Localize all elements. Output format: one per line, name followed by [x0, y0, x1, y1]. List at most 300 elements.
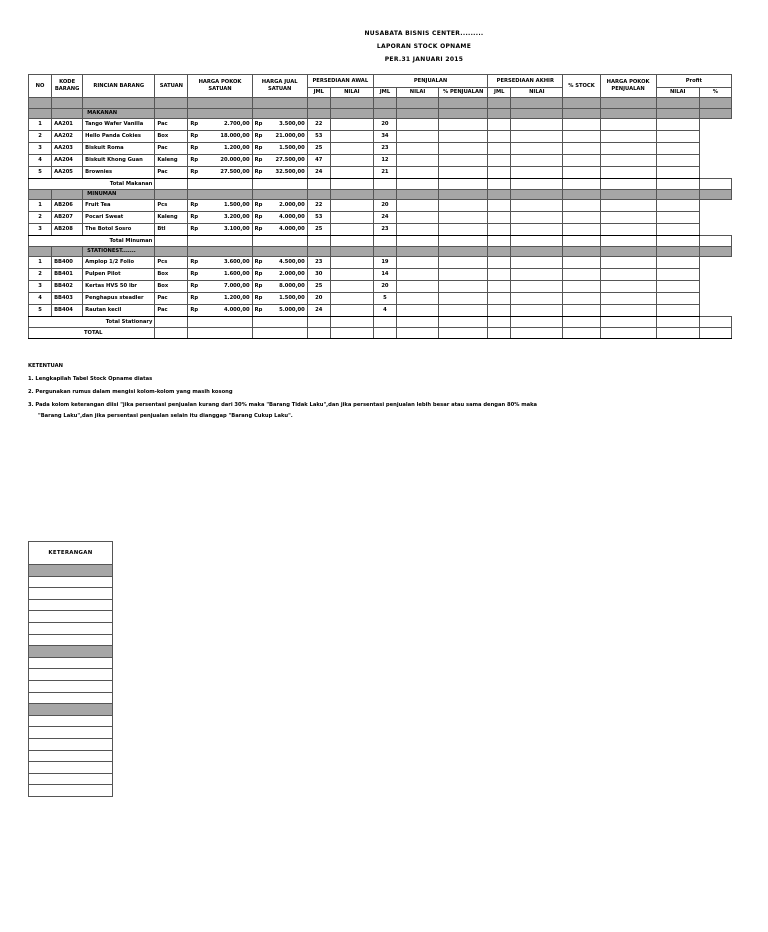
total-cell[interactable] — [656, 179, 699, 190]
keterangan-cell[interactable] — [29, 762, 113, 774]
section-cell — [600, 247, 656, 257]
total-cell[interactable] — [252, 179, 307, 190]
keterangan-cell[interactable] — [29, 715, 113, 727]
total-cell[interactable] — [396, 328, 438, 339]
row-jml-jual: 14 — [373, 269, 396, 281]
row-no: 1 — [29, 119, 52, 131]
row-empty-cell[interactable] — [656, 131, 699, 143]
row-satuan: Kaleng — [155, 212, 188, 224]
keterangan-cell[interactable] — [29, 750, 113, 762]
harga-pokok-value: 3.100,00 — [223, 226, 250, 232]
section-cell — [252, 190, 307, 200]
row-empty-cell[interactable] — [488, 305, 511, 317]
currency-label: Rp — [190, 271, 199, 277]
row-empty-cell[interactable] — [488, 119, 511, 131]
row-jml-awal: 22 — [307, 200, 330, 212]
harga-jual-value: 3.500,00 — [279, 121, 305, 127]
row-empty-cell[interactable] — [488, 131, 511, 143]
total-cell[interactable] — [307, 328, 330, 339]
col-profit-pct: % — [699, 88, 731, 98]
row-empty-cell[interactable] — [511, 269, 563, 281]
row-no: 3 — [29, 224, 52, 236]
total-cell[interactable] — [330, 328, 373, 339]
currency-label: Rp — [254, 169, 263, 175]
row-empty-cell[interactable] — [439, 200, 488, 212]
row-empty-cell[interactable] — [439, 269, 488, 281]
total-cell[interactable] — [563, 328, 600, 339]
total-cell[interactable] — [439, 317, 488, 328]
row-nilai-awal[interactable] — [330, 224, 373, 236]
row-empty-cell[interactable] — [511, 143, 563, 155]
col-harga-pokok: HARGA POKOK SATUAN — [188, 75, 252, 98]
row-empty-cell[interactable] — [563, 257, 600, 269]
row-empty-cell[interactable] — [563, 281, 600, 293]
row-nama: Biskuit Khong Guan — [83, 155, 155, 167]
row-empty-cell[interactable] — [488, 269, 511, 281]
row-harga-jual — [252, 305, 307, 317]
currency-label: Rp — [190, 259, 199, 265]
row-empty-cell[interactable] — [396, 167, 438, 179]
total-cell[interactable] — [563, 317, 600, 328]
keterangan-cell[interactable] — [29, 680, 113, 692]
total-cell[interactable] — [307, 236, 330, 247]
row-nilai-awal[interactable] — [330, 281, 373, 293]
col-pct-stock: % STOCK — [563, 75, 600, 98]
harga-pokok-value: 3.600,00 — [223, 259, 250, 265]
row-empty-cell[interactable] — [396, 200, 438, 212]
section-cell — [656, 190, 699, 200]
total-cell[interactable] — [188, 236, 252, 247]
total-cell[interactable] — [699, 317, 731, 328]
harga-jual-value: 21.000,00 — [275, 133, 305, 139]
total-cell[interactable] — [330, 317, 373, 328]
section-total-row — [29, 236, 732, 247]
harga-jual-value: 2.000,00 — [279, 271, 305, 277]
total-cell[interactable] — [252, 317, 307, 328]
row-jml-jual: 34 — [373, 131, 396, 143]
row-empty-cell[interactable] — [488, 212, 511, 224]
total-cell[interactable] — [252, 236, 307, 247]
row-empty-cell[interactable] — [488, 293, 511, 305]
row-empty-cell[interactable] — [439, 212, 488, 224]
row-harga-jual — [252, 257, 307, 269]
col-awal-jml: JML — [307, 88, 330, 98]
currency-label: Rp — [254, 295, 263, 301]
total-cell[interactable] — [600, 236, 656, 247]
row-empty-cell[interactable] — [600, 305, 656, 317]
row-nama: The Botol Sosro — [83, 224, 155, 236]
row-empty-cell[interactable] — [656, 224, 699, 236]
row-satuan: Box — [155, 281, 188, 293]
keterangan-cell[interactable] — [29, 611, 113, 623]
keterangan-cell[interactable] — [29, 738, 113, 750]
section-cell — [511, 247, 563, 257]
row-empty-cell[interactable] — [563, 269, 600, 281]
row-nilai-awal[interactable] — [330, 143, 373, 155]
total-cell[interactable] — [330, 236, 373, 247]
row-empty-cell[interactable] — [511, 119, 563, 131]
harga-jual-value: 5.000,00 — [279, 307, 305, 313]
row-jml-awal: 25 — [307, 224, 330, 236]
section-total-label: Total Stationary — [29, 317, 155, 328]
currency-label: Rp — [254, 133, 263, 139]
keterangan-cell[interactable] — [29, 669, 113, 681]
row-nilai-awal[interactable] — [330, 167, 373, 179]
table-row — [29, 224, 732, 236]
table-row — [29, 293, 732, 305]
row-empty-cell[interactable] — [656, 305, 699, 317]
row-empty-cell[interactable] — [511, 293, 563, 305]
section-cell — [439, 109, 488, 119]
row-no: 3 — [29, 143, 52, 155]
section-cell — [656, 247, 699, 257]
harga-jual-value: 4.000,00 — [279, 214, 305, 220]
row-empty-cell[interactable] — [656, 257, 699, 269]
total-cell[interactable] — [439, 236, 488, 247]
table-row — [29, 155, 732, 167]
table-row — [29, 269, 732, 281]
row-nilai-awal[interactable] — [330, 155, 373, 167]
row-empty-cell[interactable] — [563, 293, 600, 305]
total-cell[interactable] — [188, 317, 252, 328]
total-cell[interactable] — [511, 328, 563, 339]
harga-pokok-value: 18.000,00 — [220, 133, 250, 139]
row-empty-cell[interactable] — [396, 155, 438, 167]
row-nilai-awal[interactable] — [330, 200, 373, 212]
total-cell[interactable] — [656, 236, 699, 247]
row-empty-cell[interactable] — [656, 155, 699, 167]
row-nama: Pocari Sweat — [83, 212, 155, 224]
row-empty-cell[interactable] — [488, 143, 511, 155]
row-jml-jual: 23 — [373, 143, 396, 155]
grand-total-label: TOTAL — [29, 328, 155, 339]
row-empty-cell[interactable] — [511, 131, 563, 143]
total-cell[interactable] — [511, 179, 563, 190]
row-no: 2 — [29, 131, 52, 143]
col-akhir-jml: JML — [488, 88, 511, 98]
col-profit: Profit — [656, 75, 731, 88]
total-cell[interactable] — [600, 179, 656, 190]
harga-pokok-value: 1.200,00 — [223, 145, 250, 151]
row-no: 5 — [29, 305, 52, 317]
currency-label: Rp — [254, 121, 263, 127]
row-empty-cell[interactable] — [600, 257, 656, 269]
row-jml-awal: 24 — [307, 167, 330, 179]
total-cell[interactable] — [373, 179, 396, 190]
total-cell[interactable] — [511, 317, 563, 328]
row-harga-pokok — [188, 212, 252, 224]
row-empty-cell[interactable] — [600, 281, 656, 293]
row-empty-cell[interactable] — [511, 212, 563, 224]
row-empty-cell[interactable] — [439, 155, 488, 167]
total-cell[interactable] — [396, 179, 438, 190]
total-cell[interactable] — [307, 317, 330, 328]
row-nilai-awal[interactable] — [330, 131, 373, 143]
row-empty-cell[interactable] — [511, 257, 563, 269]
row-empty-cell[interactable] — [563, 155, 600, 167]
section-cell — [563, 190, 600, 200]
section-name: STATIONEST....... — [83, 247, 155, 257]
row-empty-cell[interactable] — [656, 200, 699, 212]
total-cell[interactable] — [699, 179, 731, 190]
row-kode: AB207 — [52, 212, 83, 224]
row-empty-cell[interactable] — [656, 143, 699, 155]
keterangan-cell[interactable] — [29, 588, 113, 600]
total-cell[interactable] — [373, 236, 396, 247]
keterangan-cell[interactable] — [29, 599, 113, 611]
table-row — [29, 200, 732, 212]
row-no: 4 — [29, 155, 52, 167]
row-empty-cell[interactable] — [656, 212, 699, 224]
row-empty-cell[interactable] — [600, 200, 656, 212]
section-cell — [252, 109, 307, 119]
total-cell[interactable] — [155, 236, 188, 247]
section-header-row — [29, 109, 732, 119]
harga-jual-value: 8.000,00 — [279, 283, 305, 289]
row-empty-cell[interactable] — [511, 305, 563, 317]
total-cell[interactable] — [373, 328, 396, 339]
row-satuan: Pac — [155, 167, 188, 179]
row-empty-cell[interactable] — [511, 224, 563, 236]
row-empty-cell[interactable] — [563, 224, 600, 236]
total-cell[interactable] — [439, 328, 488, 339]
row-harga-jual — [252, 131, 307, 143]
row-empty-cell[interactable] — [396, 293, 438, 305]
row-kode: AB208 — [52, 224, 83, 236]
section-total-label: Total Minuman — [29, 236, 155, 247]
row-empty-cell[interactable] — [439, 281, 488, 293]
row-empty-cell[interactable] — [656, 293, 699, 305]
row-jml-awal: 20 — [307, 293, 330, 305]
section-cell — [488, 190, 511, 200]
section-cell — [699, 247, 731, 257]
section-cell — [330, 109, 373, 119]
col-no: NO — [29, 75, 52, 98]
row-kode: AA202 — [52, 131, 83, 143]
row-empty-cell[interactable] — [600, 119, 656, 131]
row-empty-cell[interactable] — [600, 167, 656, 179]
row-empty-cell[interactable] — [439, 305, 488, 317]
currency-label: Rp — [190, 283, 199, 289]
total-cell[interactable] — [439, 179, 488, 190]
total-cell[interactable] — [488, 317, 511, 328]
row-empty-cell[interactable] — [396, 131, 438, 143]
total-cell[interactable] — [699, 236, 731, 247]
table-row — [29, 305, 732, 317]
row-nama: Biskuit Roma — [83, 143, 155, 155]
row-nilai-awal[interactable] — [330, 257, 373, 269]
row-empty-cell[interactable] — [396, 224, 438, 236]
keterangan-cell[interactable] — [29, 785, 113, 797]
row-empty-cell[interactable] — [563, 200, 600, 212]
row-empty-cell[interactable] — [656, 167, 699, 179]
row-no: 1 — [29, 200, 52, 212]
row-harga-pokok — [188, 305, 252, 317]
row-empty-cell[interactable] — [396, 257, 438, 269]
row-harga-pokok — [188, 257, 252, 269]
row-empty-cell[interactable] — [600, 293, 656, 305]
row-nilai-awal[interactable] — [330, 293, 373, 305]
row-empty-cell[interactable] — [439, 119, 488, 131]
total-cell[interactable] — [252, 328, 307, 339]
row-empty-cell[interactable] — [600, 269, 656, 281]
row-empty-cell[interactable] — [563, 305, 600, 317]
row-empty-cell[interactable] — [439, 257, 488, 269]
keterangan-cell[interactable] — [29, 576, 113, 588]
total-cell[interactable] — [488, 179, 511, 190]
total-cell[interactable] — [563, 236, 600, 247]
keterangan-cell[interactable] — [29, 622, 113, 634]
row-nilai-awal[interactable] — [330, 119, 373, 131]
total-cell[interactable] — [656, 328, 699, 339]
row-empty-cell[interactable] — [396, 143, 438, 155]
col-jual-jml: JML — [373, 88, 396, 98]
row-empty-cell[interactable] — [600, 155, 656, 167]
row-nama: Fruit Tea — [83, 200, 155, 212]
section-cell — [699, 109, 731, 119]
row-empty-cell[interactable] — [563, 131, 600, 143]
row-jml-jual: 4 — [373, 305, 396, 317]
row-harga-pokok — [188, 269, 252, 281]
harga-pokok-value: 27.500,00 — [220, 169, 250, 175]
col-rincian: RINCIAN BARANG — [83, 75, 155, 98]
row-kode: AA203 — [52, 143, 83, 155]
currency-label: Rp — [190, 121, 199, 127]
row-harga-jual — [252, 119, 307, 131]
section-cell — [188, 247, 252, 257]
total-cell[interactable] — [155, 317, 188, 328]
row-empty-cell[interactable] — [396, 212, 438, 224]
row-jml-awal: 25 — [307, 143, 330, 155]
row-empty-cell[interactable] — [488, 155, 511, 167]
row-empty-cell[interactable] — [511, 200, 563, 212]
row-harga-jual — [252, 293, 307, 305]
total-cell[interactable] — [155, 179, 188, 190]
section-header-row — [29, 247, 732, 257]
section-cell — [29, 190, 52, 200]
total-cell[interactable] — [488, 328, 511, 339]
total-cell[interactable] — [511, 236, 563, 247]
row-empty-cell[interactable] — [396, 269, 438, 281]
row-jml-awal: 53 — [307, 131, 330, 143]
keterangan-cell[interactable] — [29, 773, 113, 785]
row-empty-cell[interactable] — [396, 305, 438, 317]
row-empty-cell[interactable] — [656, 281, 699, 293]
keterangan-cell[interactable] — [29, 692, 113, 704]
section-cell — [699, 190, 731, 200]
row-empty-cell[interactable] — [600, 131, 656, 143]
section-cell — [307, 109, 330, 119]
row-no: 5 — [29, 167, 52, 179]
keterangan-table — [28, 541, 113, 797]
row-empty-cell[interactable] — [488, 257, 511, 269]
row-nilai-awal[interactable] — [330, 269, 373, 281]
row-empty-cell[interactable] — [600, 143, 656, 155]
currency-label: Rp — [254, 157, 263, 163]
keterangan-cell[interactable] — [29, 634, 113, 646]
row-empty-cell[interactable] — [600, 212, 656, 224]
row-nilai-awal[interactable] — [330, 305, 373, 317]
row-empty-cell[interactable] — [563, 212, 600, 224]
total-cell[interactable] — [488, 236, 511, 247]
row-harga-pokok — [188, 224, 252, 236]
section-cell — [656, 109, 699, 119]
row-empty-cell[interactable] — [511, 167, 563, 179]
row-satuan: Pac — [155, 305, 188, 317]
row-empty-cell[interactable] — [439, 143, 488, 155]
section-cell — [155, 190, 188, 200]
row-nama: Hello Panda Cokies — [83, 131, 155, 143]
total-cell[interactable] — [699, 328, 731, 339]
keterangan-cell[interactable] — [29, 727, 113, 739]
total-cell[interactable] — [563, 179, 600, 190]
row-empty-cell[interactable] — [488, 200, 511, 212]
row-empty-cell[interactable] — [563, 119, 600, 131]
total-cell[interactable] — [188, 328, 252, 339]
row-empty-cell[interactable] — [656, 269, 699, 281]
row-jml-awal: 47 — [307, 155, 330, 167]
total-cell[interactable] — [307, 179, 330, 190]
total-cell[interactable] — [656, 317, 699, 328]
row-empty-cell[interactable] — [488, 167, 511, 179]
total-cell[interactable] — [155, 328, 188, 339]
section-cell — [188, 190, 252, 200]
row-empty-cell[interactable] — [396, 281, 438, 293]
row-empty-cell[interactable] — [396, 119, 438, 131]
section-name: MINUMAN — [83, 190, 155, 200]
total-cell[interactable] — [600, 317, 656, 328]
keterangan-cell[interactable] — [29, 657, 113, 669]
row-empty-cell[interactable] — [511, 155, 563, 167]
row-empty-cell[interactable] — [563, 143, 600, 155]
row-kode: BB401 — [52, 269, 83, 281]
section-cell — [307, 190, 330, 200]
row-kode: AA205 — [52, 167, 83, 179]
row-kode: BB400 — [52, 257, 83, 269]
row-empty-cell[interactable] — [439, 167, 488, 179]
row-empty-cell[interactable] — [439, 131, 488, 143]
total-cell[interactable] — [188, 179, 252, 190]
row-empty-cell[interactable] — [488, 281, 511, 293]
row-satuan: Btl — [155, 224, 188, 236]
row-empty-cell[interactable] — [439, 224, 488, 236]
currency-label: Rp — [190, 226, 199, 232]
row-empty-cell[interactable] — [656, 119, 699, 131]
harga-jual-value: 2.000,00 — [279, 202, 305, 208]
col-persediaan-akhir: PERSEDIAAN AKHIR — [488, 75, 563, 88]
total-cell[interactable] — [373, 317, 396, 328]
total-cell[interactable] — [396, 236, 438, 247]
section-cell — [600, 190, 656, 200]
row-nilai-awal[interactable] — [330, 212, 373, 224]
total-cell[interactable] — [396, 317, 438, 328]
currency-label: Rp — [190, 214, 199, 220]
total-cell[interactable] — [600, 328, 656, 339]
row-empty-cell[interactable] — [563, 167, 600, 179]
row-satuan: Pcs — [155, 257, 188, 269]
currency-label: Rp — [254, 214, 263, 220]
row-empty-cell[interactable] — [600, 224, 656, 236]
currency-label: Rp — [190, 145, 199, 151]
col-pct-penjualan: % PENJUALAN — [439, 88, 488, 98]
row-empty-cell[interactable] — [511, 281, 563, 293]
total-cell[interactable] — [330, 179, 373, 190]
section-cell — [488, 109, 511, 119]
section-cell — [307, 247, 330, 257]
row-empty-cell[interactable] — [439, 293, 488, 305]
row-empty-cell[interactable] — [488, 224, 511, 236]
harga-pokok-value: 1.500,00 — [223, 202, 250, 208]
